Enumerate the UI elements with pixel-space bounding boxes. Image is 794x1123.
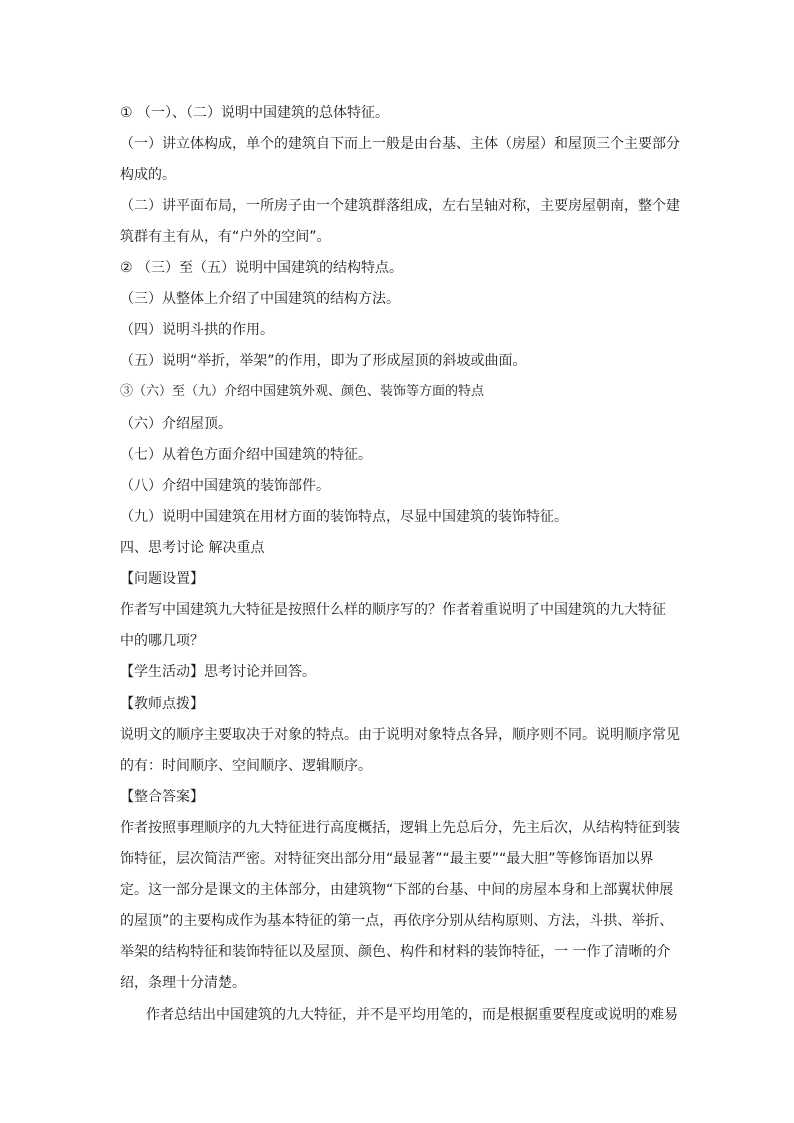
text-line: 饰特征，层次简洁严密。对特征突出部分用“最显著”“最主要”“最大胆”等修饰语加以界 (120, 851, 654, 867)
text-line: ② （三）至（五）说明中国建筑的结构特点。 (120, 260, 403, 276)
text-line: （七）从着色方面介绍中国建筑的特征。 (120, 447, 372, 463)
text-line: 绍，条理十分清楚。 (120, 975, 246, 991)
label-heading: 【问题设置】 (120, 571, 204, 587)
text-line: 构成的。 (120, 167, 176, 183)
text-line: 【学生活动】思考讨论并回答。 (120, 664, 316, 680)
text-line: 作者总结出中国建筑的九大特征，并不是平均用笔的，而是根据重要程度或说明的难易 (146, 1007, 678, 1023)
text-line: ① （一）、（二）说明中国建筑的总体特征。 (120, 105, 389, 121)
text-line: 定。这一部分是课文的主体部分，由建筑物“下部的台基、中间的房屋本身和上部翼状伸展 (120, 882, 674, 898)
label-heading: 【整合答案】 (120, 789, 204, 805)
text-line: 举架的结构特征和装饰特征以及屋顶、颜色、构件和材料的装饰特征，一 一作了清晰的介 (120, 944, 671, 960)
text-line: 作者写中国建筑九大特征是按照什么样的顺序写的？作者着重说明了中国建筑的九大特征 (120, 602, 666, 618)
text-line: 作者按照事理顺序的九大特征进行高度概括，逻辑上先总后分，先主后次，从结构特征到装 (120, 820, 680, 836)
text-line: （九）说明中国建筑在用材方面的装饰特点，尽显中国建筑的装饰特征。 (120, 509, 568, 525)
text-line: （四）说明斗拱的作用。 (120, 322, 274, 338)
text-line: 中的哪几项？ (120, 633, 204, 649)
text-line: 说明文的顺序主要取决于对象的特点。由于说明对象特点各异，顺序则不同。说明顺序常见 (120, 727, 680, 743)
text-line: 的有：时间顺序、空间顺序、逻辑顺序。 (120, 758, 372, 774)
section-heading: 四、思考讨论 解决重点 (120, 540, 265, 556)
text-line: （八）介绍中国建筑的装饰部件。 (120, 478, 330, 494)
label-heading: 【教师点拨】 (120, 696, 204, 712)
text-line: 筑群有主有从，有“户外的空间”。 (120, 229, 331, 245)
text-line: （三）从整体上介绍了中国建筑的结构方法。 (120, 291, 400, 307)
text-line: 的屋顶”的主要构成作为基本特征的第一点，再依序分别从结构原则、方法，斗拱、举折、 (120, 913, 674, 929)
text-line: （二）讲平面布局，一所房子由一个建筑群落组成，左右呈轴对称，主要房屋朝南，整个建 (120, 198, 680, 214)
text-line: （五）说明“举折，举架”的作用，即为了形成屋顶的斜坡或曲面。 (120, 353, 527, 369)
text-line: （一）讲立体构成，单个的建筑自下而上一般是由台基、主体（房屋）和屋顶三个主要部分 (120, 136, 680, 152)
text-line: ③（六）至（九）介绍中国建筑外观、颜色、装饰等方面的特点 (120, 384, 485, 399)
text-line: （六）介绍屋顶。 (120, 416, 232, 432)
